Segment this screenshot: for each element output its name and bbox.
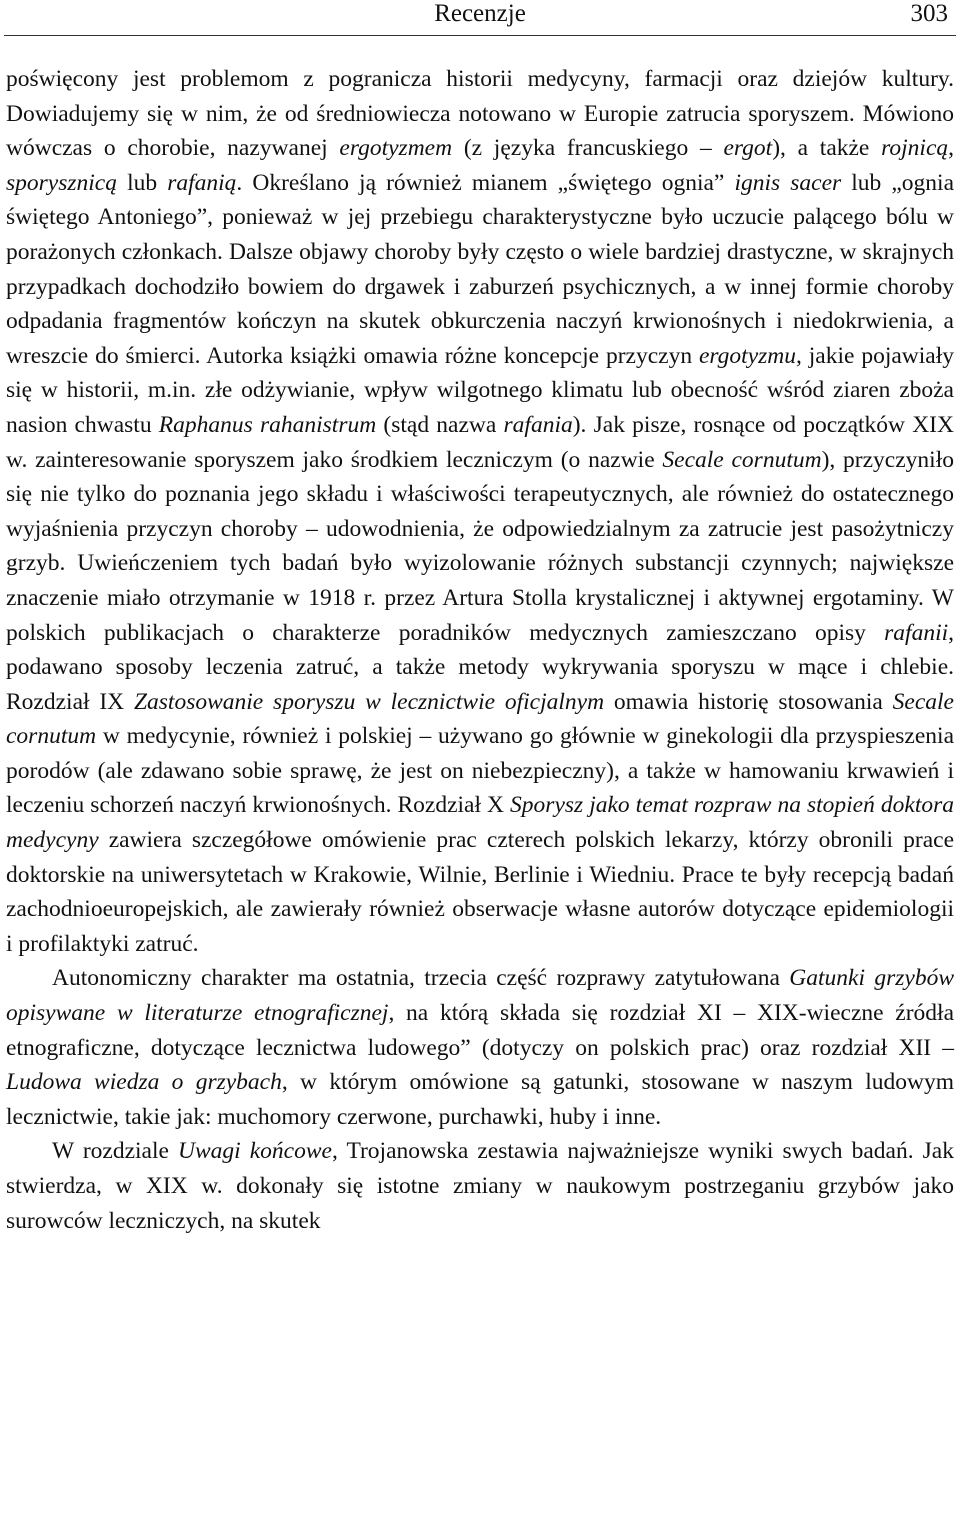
italic-run: Secale cornutum [662,446,822,473]
text-run: , w którym omówione są gatunki, stosowane w naszym ludowym lecznictwie, takie jak: muchomory czerwone, purchawki, huby i inne. [6,1069,954,1130]
paragraph [6,961,954,1134]
paragraph [6,1134,954,1238]
italic-run: Raphanus rahanistrum [158,411,377,438]
italic-run: ergot [723,135,773,162]
italic-run: Secale cornutum [6,688,954,750]
italic-run: Gatunki grzybów opisywane w literaturze etnograficznej [6,965,954,1027]
italic-run: rojnicą [881,135,949,162]
text-run: , Trojanowska zestawia najważniejsze wyniki swych badań. Jak stwierdza, w XIX w. dokonały się istotne zmiany w naukowym postrzeganiu grzybów jako surowców leczniczych, na skutek [6,1138,954,1234]
italic-run: Ludowa wiedza o grzybach [6,1069,282,1096]
text-run: , na którą składa się rozdział XI – XIX-wieczne źródła etnograficzne, dotyczące lecznictwa ludowego” (dotyczy on polskich prac) oraz rozdział XII – [6,1000,954,1061]
text-run: w medycynie, również i polskiej – używano go głównie w ginekologii dla przyspieszenia porodów (ale zdawano sobie sprawę, że jest on niebezpieczny), a także w hamowaniu krwawień i leczeniu schorzeń naczyń krwionośnych. Rozdział X [6,723,954,819]
text-run: , jakie pojawiały się w historii, m.in. złe odżywianie, wpływ wilgotnego klimatu lub obecność wśród ziaren zboża nasion chwastu [6,342,954,438]
italic-run: sporysznicą [6,169,117,196]
text-run: omawia historię stosowania [604,688,893,715]
text-run: , podawano sposoby leczenia zatruć, a także metody wykrywania sporyszu w mące i chlebie. Rozdział IX [6,619,954,715]
italic-run: ergotyzmu [698,342,796,369]
text-run: lub „ognia świętego Antoniego”, ponieważ w jej przebiegu charakterystyczne było uczucie palącego bólu w porażonych członkach. Dalsze objawy choroby były często o wiele bardziej drastyczne, w skrajnych przypadkach dochodziło bowiem do drgawek i zaburzeń psychicznych, a w innej formie choroby odpadania fragmentów kończyn na skutek obkurczenia naczyń krwionośnych i niedokrwienia, a wreszcie do śmierci. Autorka książki omawia różne koncepcje przyczyn [6,169,955,369]
running-head [0,0,960,36]
italic-run: Sporysz jako temat rozpraw na stopień doktora medycyny [6,792,954,854]
text-run: (z języka francuskiego – [452,135,724,162]
italic-run: rafanią [167,169,237,196]
text-run: W rozdziale [52,1138,178,1165]
italic-run: ergotyzmem [339,135,453,162]
text-run: ). Jak pisze, rosnące od początków XIX w. zainteresowanie sporyszem jako środkiem leczniczym (o nazwie [6,411,954,473]
italic-run: rafania [503,411,573,438]
text-run: poświęcony jest problemom z pogranicza historii medycyny, farmacji oraz dziejów kultury. Dowiadujemy się w nim, że od średniowiecza notowano w Europie zatrucia sporyszem. Mówiono wówczas o chorobie, nazywanej [6,66,954,162]
italic-run: Zastosowanie sporyszu w lecznictwie oficjalnym [133,688,605,715]
text-run: Autonomiczny charakter ma ostatnia, trzecia część rozprawy zatytułowana [52,965,790,992]
header-rule [4,35,956,36]
paragraph [6,62,954,961]
text-run: , [948,135,954,162]
italic-run: Uwagi końcowe [177,1138,332,1165]
body-text [6,62,954,1238]
text-run: zawiera szczegółowe omówienie prac czterech polskich lekarzy, którzy obronili prace doktorskie na uniwersytetach w Krakowie, Wilnie, Berlinie i Wiedniu. Prace te były recepcją badań zachodnioeuropejskich, ale zawierały również obserwacje własne autorów dotyczące epidemiologii i profilaktyki zatruć. [6,827,954,957]
italic-run: ignis sacer [734,169,842,196]
italic-run: rafanii [884,619,949,646]
running-head-title: Recenzje [434,0,526,27]
text-run: ), a także [772,135,882,162]
text-run: (stąd nazwa [376,411,504,438]
text-run: . Określano ją również mianem „świętego ognia” [236,169,735,196]
text-run: lub [116,169,168,196]
text-run: ), przyczyniło się nie tylko do poznania jego składu i właściwości terapeutycznych, ale również do ostatecznego wyjaśnienia przyczyn choroby – udowodnienia, że odpowiedzialnym za zatrucie jest pasożytniczy grzyb. Uwieńczeniem tych badań było wyizolowanie różnych substancji czynnych; największe znaczenie miało otrzymanie w 1918 r. przez Artura Stolla krystalicznej i aktywnej ergotaminy. W polskich publikacjach o charakterze poradników medycznych zamieszczano opisy [6,446,954,646]
page-number: 303 [910,0,948,27]
